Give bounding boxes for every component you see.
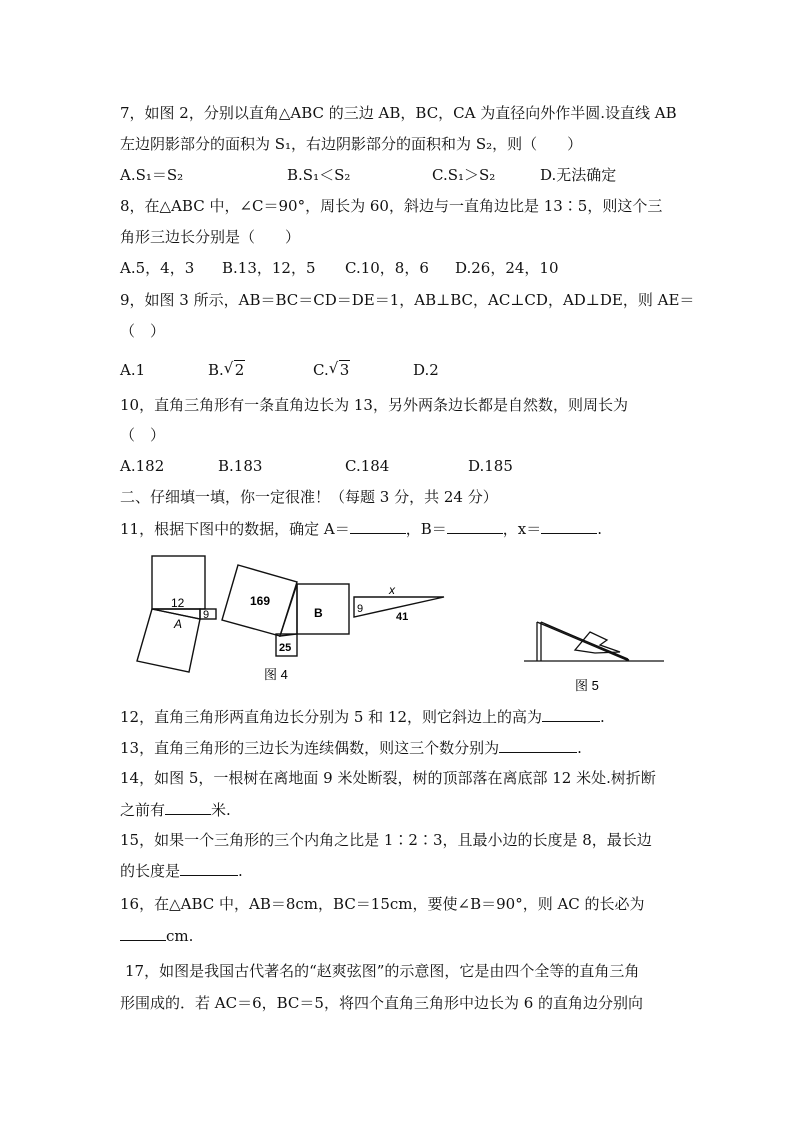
q9-option-c-label: C.	[313, 361, 329, 379]
q7-option-b: B.S₁＜S₂	[287, 166, 351, 184]
q15-line2a: 的长度是	[120, 862, 181, 880]
q9-line1: 9，如图 3 所示，AB＝BC＝CD＝DE＝1，AB⊥BC，AC⊥CD，AD⊥DE，则 AE＝	[120, 291, 695, 309]
q10-line1: 10，直角三角形有一条直角边长为 13，另外两条边长都是自然数，则周长为	[120, 396, 628, 414]
q8-option-a: A.5，4，3	[120, 259, 195, 277]
q9-option-b-label: B.	[208, 361, 224, 379]
q9-radicand-b: 2	[234, 361, 245, 379]
q13-line	[120, 738, 582, 758]
q10-option-c: C.184	[345, 457, 390, 475]
q8-option-d: D.26，24，10	[455, 259, 559, 277]
q10-option-d: D.185	[468, 457, 513, 475]
q7-line1: 7，如图 2，分别以直角△ABC 的三边 AB，BC，CA 为直径向外作半圆.设直线 AB	[120, 104, 677, 122]
q7-option-c: C.S₁＞S₂	[432, 166, 496, 184]
q10-line2: （ ）	[120, 426, 166, 444]
q9-radicand-c: 3	[339, 361, 350, 379]
q12-text: 12，直角三角形两直角边长分别为 5 和 12，则它斜边上的高为	[120, 708, 543, 726]
fig4-label-b: B	[314, 606, 323, 620]
fig4-label-169: 169	[250, 594, 271, 608]
q11-x: ，x＝	[502, 520, 542, 538]
q13-end: .	[577, 739, 582, 757]
fig4-label-41: 41	[396, 611, 409, 623]
q14-line2	[120, 800, 231, 820]
fig4-label-12: 12	[171, 596, 185, 610]
q14-line2a: 之前有	[120, 801, 166, 819]
q9-option-a: A.1	[120, 361, 146, 379]
fig4-caption: 图 4	[264, 667, 288, 682]
q8-option-b: B.13，12，5	[222, 259, 316, 277]
answer-blank[interactable]	[180, 861, 238, 876]
answer-blank[interactable]	[542, 707, 600, 722]
q17-line1: 17，如图是我国古代著名的“赵爽弦图”的示意图，它是由四个全等的直角三角	[125, 962, 640, 980]
q12-end: .	[600, 708, 605, 726]
q15-line1: 15，如果一个三角形的三个内角之比是 1∶2∶3，且最小边的长度是 8，最长边	[120, 831, 652, 849]
q14-line1: 14，如图 5，一根树在离地面 9 米处断裂，树的顶部落在离底部 12 米处.树折断	[120, 769, 656, 787]
q13-text: 13，直角三角形的三边长为连续偶数，则这三个数分别为	[120, 739, 500, 757]
answer-blank[interactable]	[165, 800, 211, 815]
fig5-caption: 图 5	[575, 678, 599, 693]
q11-b: ，B＝	[405, 520, 447, 538]
fig4-label-9b: 9	[357, 603, 364, 615]
q7-line2: 左边阴影部分的面积为 S₁，右边阴影部分的面积和为 S₂，则（ ）	[120, 135, 583, 153]
q10-option-b: B.183	[218, 457, 263, 475]
q9-line2: （ ）	[120, 322, 166, 340]
q16-line1: 16，在△ABC 中，AB＝8cm，BC＝15cm，要使∠B＝90°，则 AC 的长必为	[120, 895, 645, 913]
broken-top	[537, 622, 629, 661]
q15-line2b: .	[238, 862, 243, 880]
answer-blank[interactable]	[120, 926, 166, 941]
q15-line2	[120, 861, 243, 881]
q12-line	[120, 707, 605, 727]
q8-line1: 8，在△ABC 中，∠C＝90°，周长为 60，斜边与一直角边比是 13∶5，则这个三	[120, 197, 663, 215]
fig4-label-x: x	[389, 583, 395, 597]
q11-prefix: 11，根据下图中的数据，确定 A＝	[120, 520, 350, 538]
answer-blank[interactable]	[499, 738, 577, 753]
q16-line2b: cm.	[166, 927, 194, 945]
q16-line2	[120, 926, 193, 946]
fig4-label-9: 9	[203, 609, 210, 621]
q14-line2b: 米.	[211, 801, 231, 819]
q10-option-a: A.182	[120, 457, 165, 475]
fig4-label-a: A	[174, 617, 183, 631]
section-heading: 二、仔细填一填，你一定很准！（每题 3 分，共 24 分）	[120, 488, 498, 506]
q9-option-d: D.2	[413, 361, 439, 379]
q8-option-c: C.10，8，6	[345, 259, 429, 277]
q11-end: .	[597, 520, 602, 538]
branch-leaves	[575, 632, 620, 653]
q8-line2: 角形三边长分别是（ ）	[120, 228, 301, 246]
fig4-label-25: 25	[279, 642, 292, 654]
q7-option-d: D.无法确定	[540, 166, 617, 184]
q7-option-a: A.S₁＝S₂	[120, 166, 184, 184]
q17-line2: 形围成的．若 AC＝6，BC＝5，将四个直角三角形中边长为 6 的直角边分别向	[120, 994, 644, 1012]
